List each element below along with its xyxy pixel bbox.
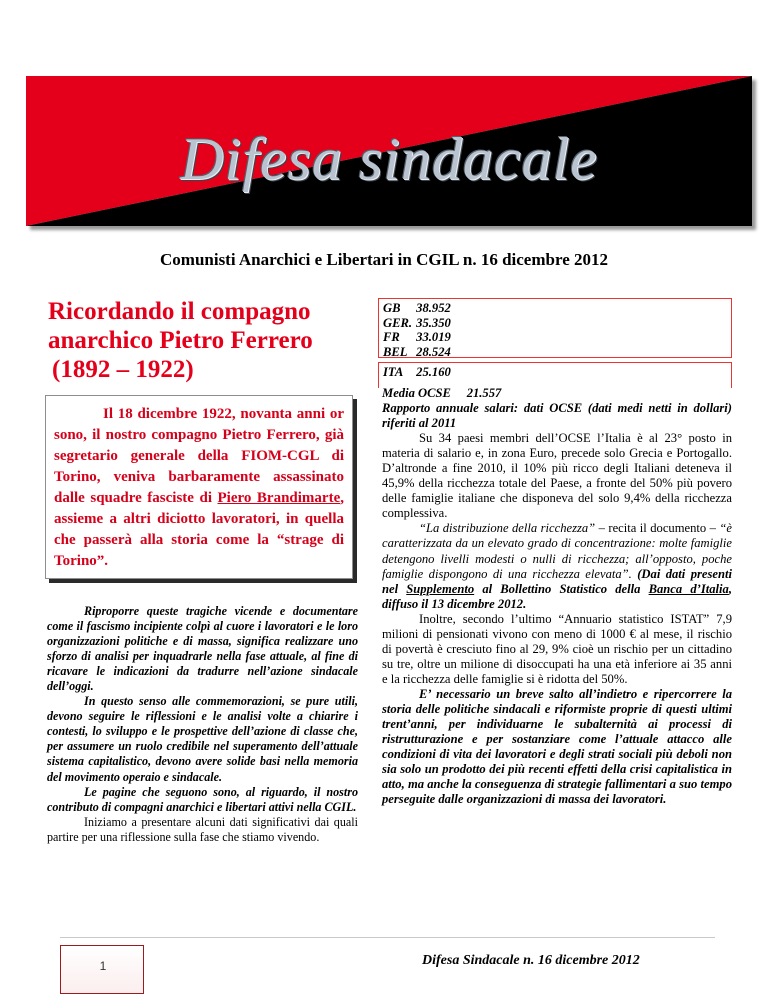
media-label: Media OCSE	[382, 386, 451, 400]
headline-line-1: Ricordando il compagno	[48, 298, 311, 325]
article-headline	[48, 297, 348, 384]
stats-value: 35.350	[416, 315, 451, 330]
stats-row	[383, 345, 731, 360]
source-text-2: al Bollettino Statistico della	[474, 581, 649, 596]
callout-text-before: Il 18 dicembre 1922, novanta anni or sono, il nostro compagno Pietro Ferrero, già segretario generale della FIOM-CGL di Torino, veniva barbaramente assassinato dalle squadre fasciste di	[54, 406, 344, 506]
source-text-3: , diffuso il 13 dicembre 2012.	[382, 581, 732, 611]
stats-row-ita	[383, 365, 731, 380]
page-number-tab-inner	[61, 946, 143, 993]
right-heading: Rapporto annuale salari: dati OCSE (dati medi netti in dollari) riferiti al 2011	[382, 401, 732, 431]
salary-stats-box	[378, 298, 732, 358]
headline-line-3: (1892 – 1922)	[52, 356, 194, 383]
right-paragraph-4: E’ necessario un breve salto all’indietro e ripercorrere la storia delle politiche sindacali e riformiste proprie di questi ultimi trent’anni, per individuarne le subalternità ai processi di ristrutturazione e per sostanziare come l’attuale attacco alle condizioni di vita dei lavoratori e degli strati sociali più deboli non sia solo un prodotto dei più recenti effetti della crisi capitalistica in atto, ma anche la conseguenza di strategie fallimentari a suo tempo perseguite dalle organizzazioni di massa dei lavoratori.	[382, 686, 732, 807]
callout-box	[45, 395, 353, 579]
left-paragraph-3: Le pagine che seguono sono, al riguardo, il nostro contributo di compagni anarchici e libertari attivi nella CGIL.	[47, 784, 358, 814]
stats-value: 28.524	[416, 344, 451, 359]
stats-value: 25.160	[416, 365, 451, 379]
callout-text-after: , assieme a altri diciotto lavoratori, in quella che passerà alla storia come la “strage di Torino”.	[54, 490, 344, 569]
quote-2: “è caratterizzata da un elevato grado di concentrazione: molte famiglie detengono livelli modesti o nulli di ricchezza; all’opposto, poche famiglie dispongono di una ricchezza elevata”.	[382, 521, 732, 581]
right-paragraph-2	[382, 521, 732, 611]
right-column	[382, 386, 732, 807]
media-value: 21.557	[466, 386, 502, 400]
footer-divider	[60, 937, 715, 938]
left-paragraph-1: Riproporre queste tragiche vicende e documentare come il fascismo incipiente colpì al cuore i lavoratori e le loro organizzazioni politiche e di massa, significa realizzare uno sforzo di analisi per inquadrarle nella fase attuale, al fine di ricavare le indicazioni da tradurre nell’azione sindacale dell’oggi.	[47, 604, 358, 694]
banca-italia-link[interactable]: Banca d’Italia	[648, 581, 729, 596]
stats-country: GER.	[383, 315, 413, 330]
brandimarte-link[interactable]: Piero Brandimarte	[217, 490, 341, 506]
stats-country: ITA	[383, 365, 404, 379]
stats-row	[383, 316, 731, 331]
quote-mid: – recita il documento –	[595, 521, 720, 536]
page-number: 1	[99, 959, 107, 973]
masthead-title: Difesa sindacale	[180, 126, 598, 192]
right-paragraph-1: Su 34 paesi membri dell’OCSE l’Italia è al 23° posto in materia di salario e, in zona Euro, precede solo Grecia e Portogallo. D’altronde a fine 2010, il 10% più ricco degli Italiani deteneva il 45,9% della ricchezza totale del Paese, a fronte del 50% più povero delle famiglie italiane che disponeva del solo 9,4% della ricchezza complessiva.	[382, 431, 732, 521]
source-text-1: (Dai dati presenti nel	[382, 566, 732, 596]
left-column	[47, 604, 358, 845]
supplemento-link[interactable]: Supplemento	[406, 581, 475, 596]
right-paragraph-3: Inoltre, secondo l’ultimo “Annuario statistico ISTAT” 7,9 milioni di pensionati vivono con meno di 1000 € al mese, il rischio di povertà è cresciuto fino al 29, 9% cioè un rischio per un cittadino su tre, oltre un milione di disoccupati ha una età inferiore ai 35 anni e la ricchezza delle famiglie si è ridotta del 50%.	[382, 611, 732, 686]
left-paragraph-2: In questo senso alle commemorazioni, se pure utili, devono seguire le riflessioni e le analisi volte a chiarire i contesti, lo sviluppo e le prospettive dell’azione di classe che, per assumere un ruolo credibile nel superamento dell’attuale sistema capitalistico, devono avere solide basi nella memoria del movimento operaio e sindacale.	[47, 694, 358, 784]
stats-row	[383, 330, 731, 345]
stats-value: 38.952	[416, 301, 451, 315]
stats-row-media	[382, 386, 732, 401]
stats-value: 33.019	[416, 330, 451, 344]
stats-country: GB	[383, 301, 401, 315]
headline-line-2: anarchico Pietro Ferrero	[48, 327, 313, 354]
stats-row	[383, 301, 731, 316]
footer-text: Difesa Sindacale n. 16 dicembre 2012	[422, 953, 640, 968]
stats-country: FR	[383, 330, 400, 344]
page-number-tab	[60, 945, 144, 994]
quote-1: “La distribuzione della ricchezza”	[419, 521, 596, 536]
stats-country: BEL	[383, 344, 408, 359]
ita-stats-box	[378, 362, 732, 388]
issue-subtitle: Comunisti Anarchici e Libertari in CGIL n. 16 dicembre 2012	[160, 250, 608, 269]
left-paragraph-4: Iniziamo a presentare alcuni dati significativi dai quali partire per una riflessione sulla fase che stiamo vivendo.	[47, 814, 358, 844]
